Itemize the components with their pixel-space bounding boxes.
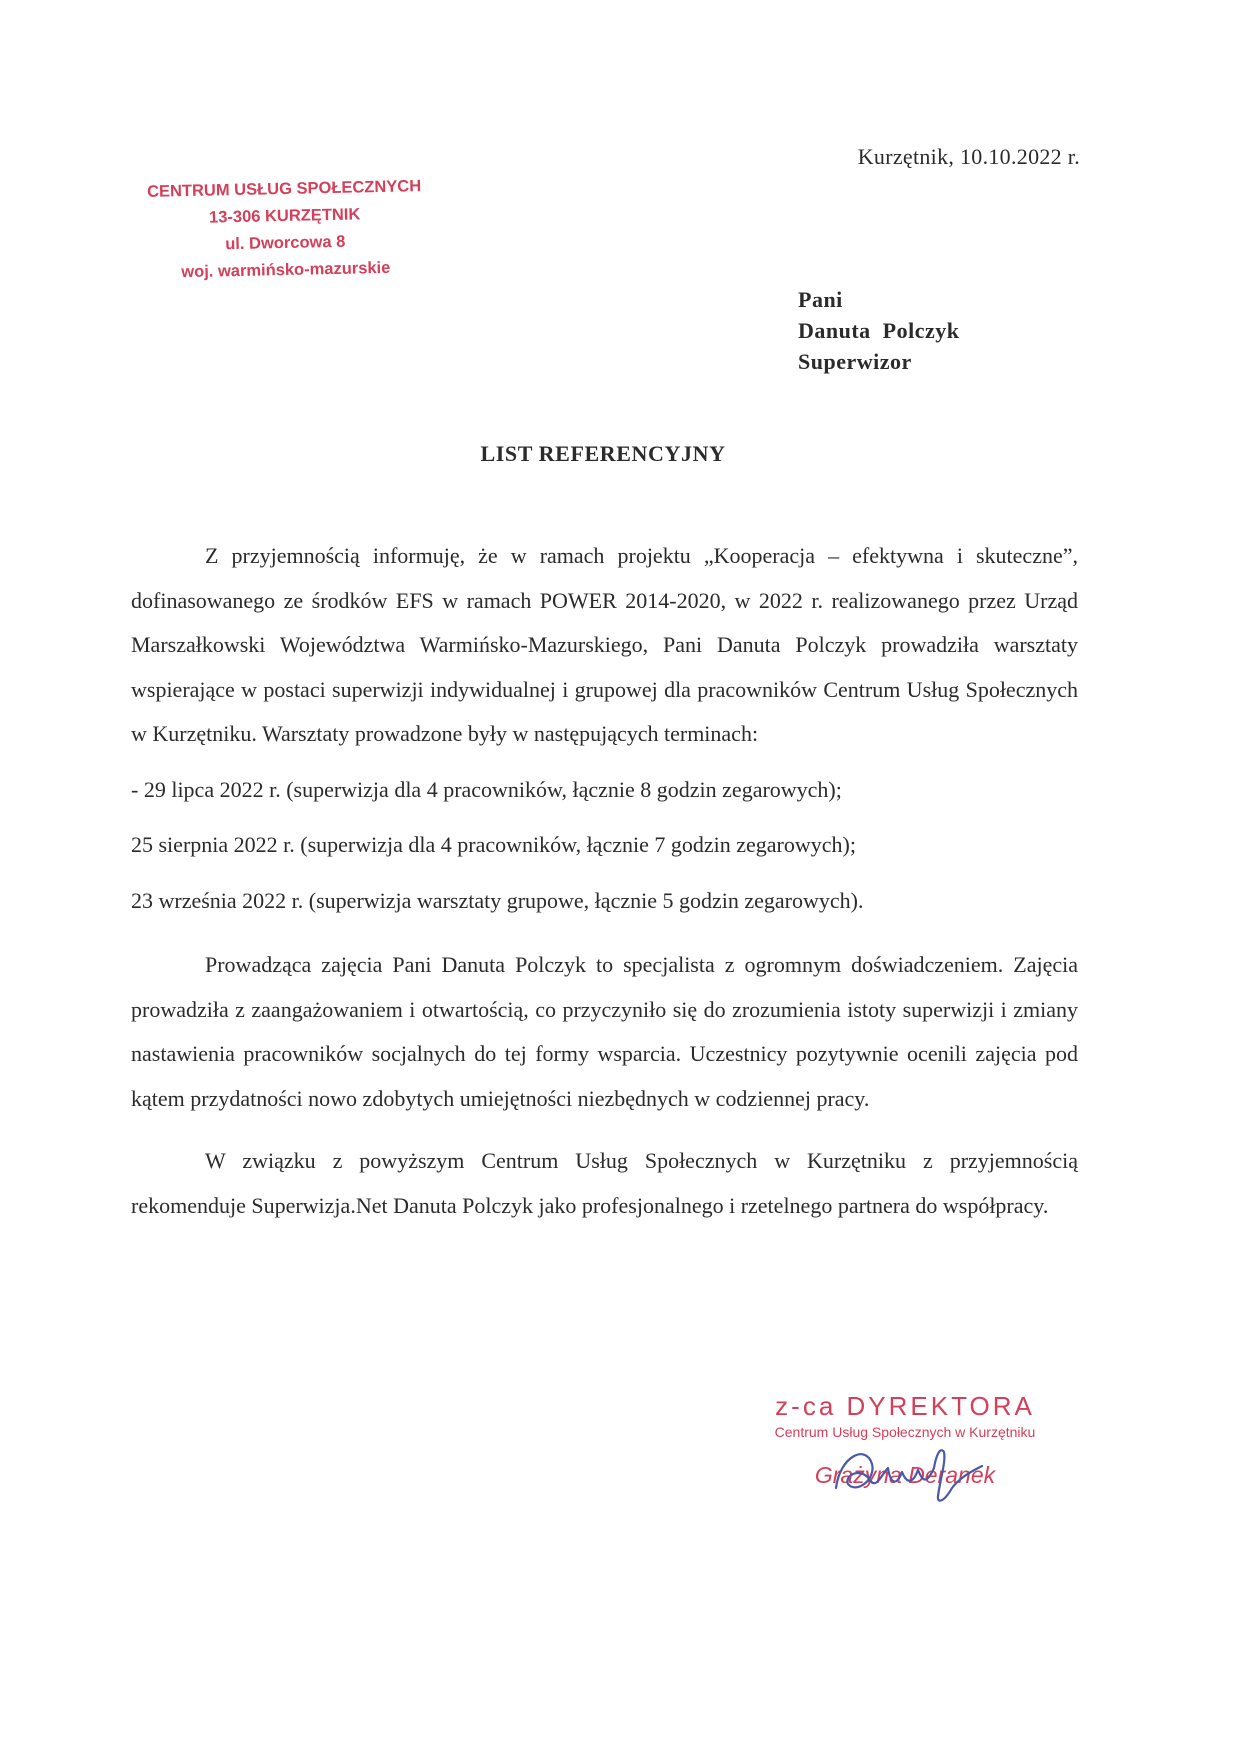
addressee-block bbox=[798, 284, 960, 377]
stamp-line-name: CENTRUM USŁUG SPOŁECZNYCH bbox=[146, 177, 422, 201]
place-date: Kurzętnik, 10.10.2022 r. bbox=[857, 144, 1080, 169]
recommendation-paragraph: W związku z powyższym Centrum Usług Społecznych w Kurzętniku z przyjemnością rekomenduje Superwizja.Net Danuta Polczyk jako profesjonalnego i rzetelnego partnera do współpracy. bbox=[131, 1148, 1078, 1218]
signature-stamp-organization: Centrum Usług Społecznych w Kurzętniku bbox=[774, 1424, 1036, 1440]
term-item: 23 września 2022 r. (superwizja warsztaty grupowe, łącznie 5 godzin zegarowych). bbox=[131, 887, 864, 913]
term-item: 25 sierpnia 2022 r. (superwizja dla 4 pracowników, łącznie 7 godzin zegarowych); bbox=[131, 832, 856, 857]
letter-title: LIST REFERENCYJNY bbox=[480, 441, 726, 466]
addressee-salutation: Pani bbox=[798, 287, 843, 312]
institution-stamp bbox=[129, 173, 441, 287]
signature-stamp-name: Grażyna Deranek bbox=[814, 1462, 996, 1488]
intro-paragraph: Z przyjemnością informuję, że w ramach projektu „Kooperacja – efektywna i skuteczne”, dofinasowanego ze środków EFS w ramach POWER 2014-2020, w 2022 r. realizowanego przez Urząd Marszałkowski Województwa Warmińsko-Mazurskiego, Pani Danuta Polczyk prowadziła warsztaty wspierające w postaci superwizji indywidualnej i grupowej dla pracowników Centrum Usług Społecznych w Kurzętniku. Warsztaty prowadzone były w następujących terminach: bbox=[131, 543, 1078, 746]
stamp-line-street: ul. Dworcowa 8 bbox=[225, 232, 346, 254]
addressee-name: Danuta Polczyk bbox=[798, 318, 960, 343]
signature-stamp-title: z-ca DYREKTORA bbox=[775, 1391, 1035, 1421]
stamp-line-postal: 13-306 KURZĘTNIK bbox=[208, 205, 361, 227]
handwritten-signature bbox=[826, 1436, 996, 1508]
stamp-line-region: woj. warmińsko-mazurskie bbox=[181, 258, 391, 282]
addressee-role: Superwizor bbox=[798, 349, 912, 374]
letter-body bbox=[131, 534, 1078, 1228]
term-item: - 29 lipca 2022 r. (superwizja dla 4 pracowników, łącznie 8 godzin zegarowych); bbox=[131, 776, 842, 802]
evaluation-paragraph: Prowadząca zajęcia Pani Danuta Polczyk to specjalista z ogromnym doświadczeniem. Zajęcia prowadziła z zaangażowaniem i otwartością, co przyczyniło się do zrozumienia istoty superwizji i zmiany nastawienia pracowników socjalnych do tej formy wsparcia. Uczestnicy pozytywnie ocenili zajęcia pod kątem przydatności nowo zdobytych umiejętności niezbędnych w codziennej pracy. bbox=[131, 952, 1078, 1111]
